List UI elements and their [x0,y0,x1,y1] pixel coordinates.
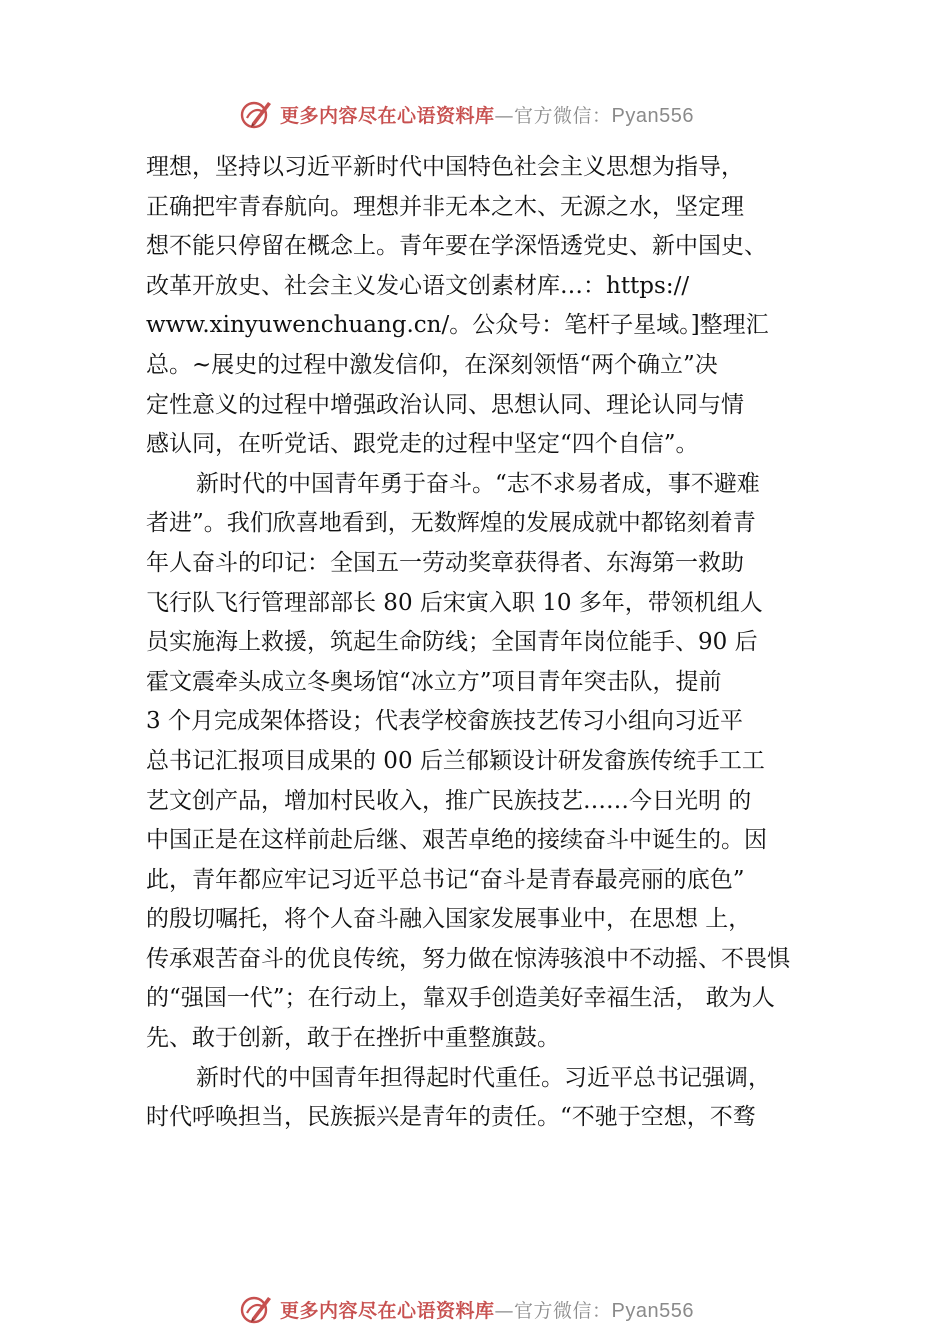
text-line: www.xinyuwenchuang.cn/。公众号：笔杆子星域。]整理汇 [146,312,769,339]
text-line: 者进”。我们欣喜地看到，无数辉煌的发展成就中都铭刻着青 [146,510,756,537]
text-line: 的殷切嘱托，将个人奋斗融入国家发展事业中，在思想 上， [146,906,752,933]
document-body [146,148,836,1138]
text-line: 3 个月完成架体搭设；代表学校畲族技艺传习小组向习近平 [146,708,743,735]
banner-dash: — [494,1299,515,1322]
banner-title: 更多内容尽在心语资料库 [280,104,495,127]
banner-wechat-id: Pyan556 [611,1299,694,1322]
text-line: 总。~展史的过程中激发信仰，在深刻领悟“两个确立”决 [146,351,718,378]
text-line: 传承艰苦奋斗的优良传统，努力做在惊涛骇浪中不动摇、不畏惧 [146,945,790,972]
text-line: 霍文震牵头成立冬奥场馆“冰立方”项目青年突击队，提前 [146,668,722,695]
pen-swirl-logo-icon [238,1291,274,1327]
text-line: 正确把牢青春航向。理想并非无本之木、无源之水，坚定理 [146,193,744,220]
banner-text [280,1296,694,1323]
text-line: 飞行队飞行管理部部长 80 后宋寅入职 10 多年，带领机组人 [146,589,763,616]
pen-swirl-logo-icon [238,96,274,132]
paragraph-start-line: 新时代的中国青年勇于奋斗。“志不求易者成，事不避难 [196,470,760,497]
text-line: 理想，坚持以习近平新时代中国特色社会主义思想为指导， [146,154,744,180]
text-line: 想不能只停留在概念上。青年要在学深悟透党史、新中国史、 [146,233,767,260]
text-line: 时代呼唤担当，民族振兴是青年的责任。“不驰于空想，不骛 [146,1104,756,1131]
text-line: 中国正是在这样前赴后继、艰苦卓绝的接续奋斗中诞生的。因 [146,827,767,854]
text-line: 艺文创产品，增加村民收入，推广民族技艺……今日光明 的 [146,787,752,814]
banner-dash: — [494,104,515,127]
text-line: 先、敢于创新，敢于在挫折中重整旗鼓。 [146,1025,560,1052]
text-line: 感认同，在听党话、跟党走的过程中坚定“四个自信”。 [146,431,699,458]
text-line: 改革开放史、社会主义发心语文创素材库…：https:// [146,272,690,299]
banner-title: 更多内容尽在心语资料库 [280,1299,495,1322]
banner-text [280,101,694,128]
text-line: 此，青年都应牢记习近平总书记“奋斗是青春最亮丽的底色” [146,866,745,893]
paragraph-start-line: 新时代的中国青年担得起时代重任。习近平总书记强调， [196,1064,771,1091]
banner-wechat-label: 官方微信： [514,104,612,127]
text-line: 员实施海上救援，筑起生命防线；全国青年岗位能手、90 后 [146,629,758,656]
text-line: 的“强国一代”；在行动上，靠双手创造美好幸福生活， 敢为人 [146,985,775,1012]
header-watermark-banner [238,94,758,134]
banner-wechat-label: 官方微信： [514,1299,612,1322]
text-line: 年人奋斗的印记：全国五一劳动奖章获得者、东海第一救助 [146,549,744,576]
footer-watermark-banner [238,1289,758,1329]
banner-wechat-id: Pyan556 [611,104,694,127]
text-line: 定性意义的过程中增强政治认同、思想认同、理论认同与情 [146,391,744,418]
text-line: 总书记汇报项目成果的 00 后兰郁颖设计研发畲族传统手工工 [146,747,765,774]
